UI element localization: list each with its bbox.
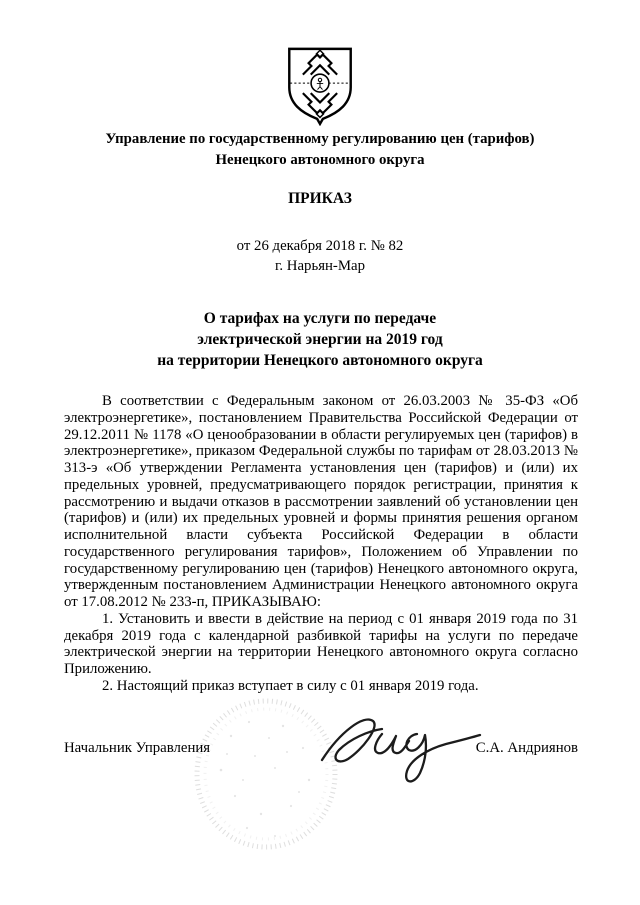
signature-name: С.А. Андриянов bbox=[475, 740, 578, 756]
doc-meta bbox=[0, 236, 640, 276]
date-line: от 26 декабря 2018 г. № 82 bbox=[236, 238, 404, 254]
coat-of-arms-icon bbox=[283, 46, 357, 126]
doc-title bbox=[0, 308, 640, 371]
order-item-2: 2. Настоящий приказ вступает в силу с 01 января 2019 года. bbox=[102, 677, 479, 694]
preamble-paragraph: В соответствии с Федеральным законом от 26.03.2003 № 35-ФЗ «Об электроэнергетике», постановлением Правительства Российской Федерации от 29.12.2011 № 1178 «О ценообразовании в области регулируемых цен (тарифов) в электроэнергетике», приказом Федеральной службы по тарифам от 28.03.2013 № 313-э «Об утверждении Регламента установления цен (тарифов) и (или) их предельных уровней, предусматривающего порядок регистрации, принятия к рассмотрению и выдачи отказов в рассмотрении заявлений об установлении цен (тарифов) и (или) их предельных уровней и формы принятия решения органом исполнительной власти субъекта Российской Федерации в области государственного регулирования тарифов», Положением об Управлении по государственному регулированию цен (тарифов) Ненецкого автономного округа, утвержденным постановлением Администрации Ненецкого автономного округа от 17.08.2012 № 233-п, ПРИКАЗЫВАЮ: bbox=[64, 393, 578, 610]
signature-position: Начальник Управления bbox=[64, 740, 211, 756]
org-name bbox=[0, 129, 640, 171]
signature-row bbox=[64, 739, 578, 757]
doc-type-heading: ПРИКАЗ bbox=[288, 190, 352, 207]
place-line: г. Нарьян-Мар bbox=[275, 258, 365, 274]
doc-body bbox=[64, 393, 578, 695]
doc-title-line2: электрической энергии на 2019 год bbox=[197, 331, 443, 348]
doc-title-line3: на территории Ненецкого автономного округа bbox=[157, 352, 483, 369]
org-name-line1: Управление по государственному регулированию цен (тарифов) bbox=[105, 131, 535, 147]
order-item-1: 1. Установить и ввести в действие на период с 01 января 2019 года по 31 декабря 2019 года с календарной разбивкой тарифы на услуги по передаче электрической энергии на территории Ненецкого автономного округа согласно Приложению. bbox=[64, 610, 578, 677]
doc-title-line1: О тарифах на услуги по передаче bbox=[203, 310, 437, 327]
org-name-line2: Ненецкого автономного округа bbox=[215, 152, 425, 168]
